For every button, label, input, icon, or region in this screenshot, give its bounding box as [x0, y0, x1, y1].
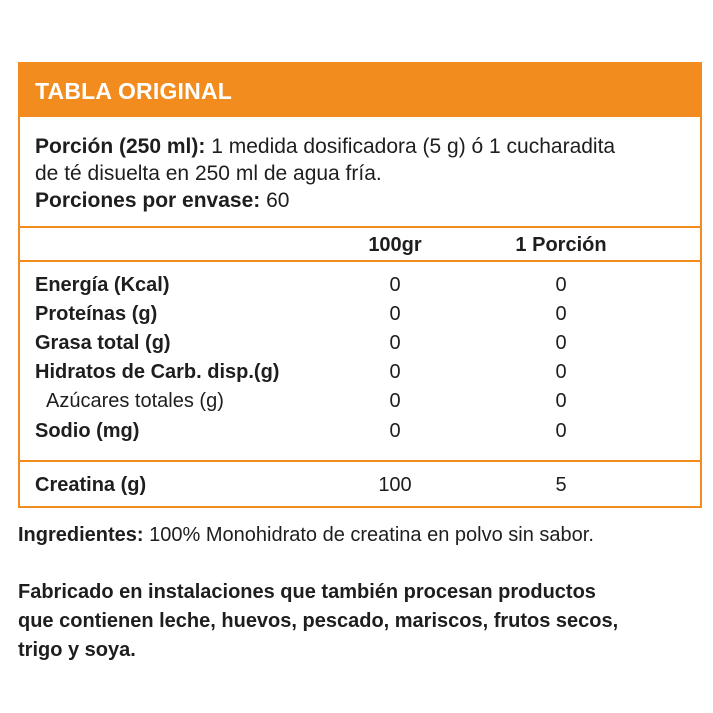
- row-value-portion: 0: [555, 303, 567, 325]
- row-value-100gr: 0: [389, 361, 401, 383]
- row-label: Azúcares totales (g): [46, 390, 224, 412]
- row-label: Grasa total (g): [35, 332, 171, 354]
- table-title: TABLA ORIGINAL: [35, 78, 232, 104]
- allergen-notice: [18, 578, 708, 665]
- ingredients-label: Ingredientes:: [18, 524, 144, 546]
- row-label: Proteínas (g): [35, 303, 158, 325]
- portion-text-2: de té disuelta en 250 ml de agua fría.: [35, 162, 382, 185]
- row-label: Sodio (mg): [35, 420, 140, 442]
- row-value-100gr: 100: [378, 474, 412, 496]
- table-row-creatine: [20, 474, 700, 502]
- allergen-line-1: Fabricado en instalaciones que también procesan productos: [18, 581, 596, 603]
- column-header-100gr: 100gr: [368, 234, 422, 256]
- serving-info: [35, 133, 695, 214]
- table-row: [20, 420, 700, 448]
- table-row: [20, 274, 700, 302]
- row-value-portion: 0: [555, 420, 567, 442]
- divider: [20, 460, 700, 462]
- per-container-value: 60: [260, 189, 290, 212]
- row-value-100gr: 0: [389, 420, 401, 442]
- ingredients: [18, 521, 708, 550]
- column-header-portion: 1 Porción: [515, 234, 607, 256]
- table-row: [20, 303, 700, 331]
- row-label: Creatina (g): [35, 474, 147, 496]
- row-value-portion: 0: [555, 274, 567, 296]
- portion-text-1: 1 medida dosificadora (5 g) ó 1 cucharadita: [205, 135, 616, 158]
- row-value-100gr: 0: [389, 274, 401, 296]
- table-row: [20, 361, 700, 389]
- row-value-portion: 0: [555, 390, 567, 412]
- table-row: [20, 332, 700, 360]
- nutrition-table: [18, 62, 702, 508]
- row-value-portion: 0: [555, 361, 567, 383]
- ingredients-text: 100% Monohidrato de creatina en polvo sin sabor.: [143, 524, 594, 546]
- row-value-portion: 0: [555, 332, 567, 354]
- row-label: Hidratos de Carb. disp.(g): [35, 361, 280, 383]
- divider: [20, 260, 700, 262]
- allergen-line-3: trigo y soya.: [18, 639, 136, 661]
- allergen-line-2: que contienen leche, huevos, pescado, mariscos, frutos secos,: [18, 610, 619, 632]
- row-value-portion: 5: [555, 474, 567, 496]
- divider: [20, 226, 700, 228]
- per-container-label: Porciones por envase:: [35, 189, 261, 212]
- row-value-100gr: 0: [389, 390, 401, 412]
- row-value-100gr: 0: [389, 303, 401, 325]
- portion-label: Porción (250 ml):: [35, 135, 206, 158]
- row-value-100gr: 0: [389, 332, 401, 354]
- table-row: [20, 390, 700, 418]
- row-label: Energía (Kcal): [35, 274, 170, 296]
- table-header: [20, 64, 700, 117]
